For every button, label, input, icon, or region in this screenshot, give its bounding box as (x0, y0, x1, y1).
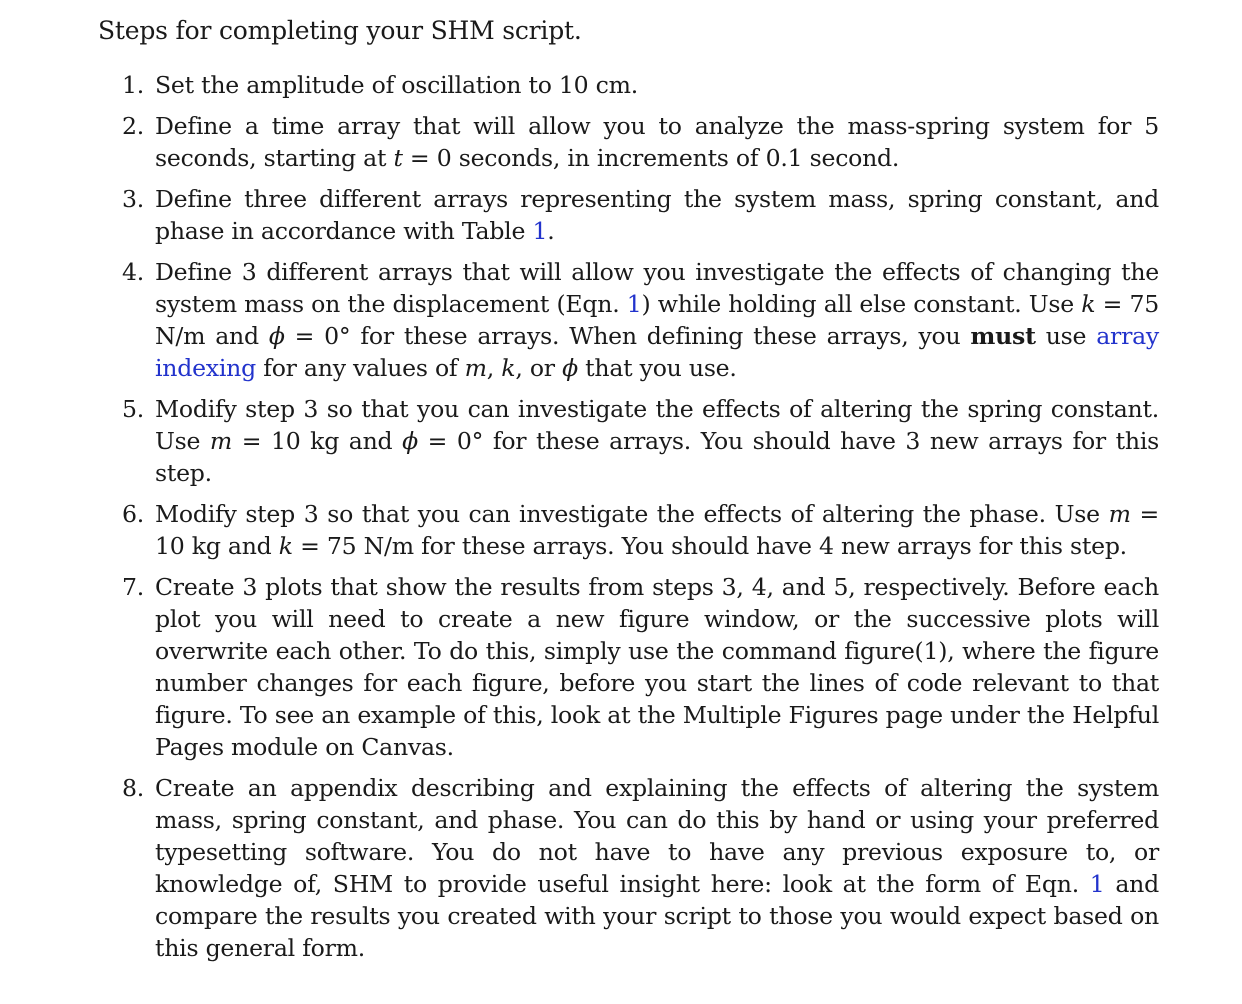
step-number: 5. (122, 395, 145, 423)
math-var-m: m (464, 354, 487, 382)
step-number: 6. (122, 500, 145, 528)
step-number: 4. (122, 258, 145, 286)
step-8 (122, 772, 1159, 964)
step-text: Define a time array that will allow you to analyze the mass-spring system for 5 seconds, starting at (155, 112, 1159, 172)
step-text: = 75 N/m and (155, 290, 1159, 350)
step-number: 7. (122, 573, 145, 601)
array-indexing-link[interactable]: array indexing (155, 322, 1159, 382)
step-text: , or (515, 354, 563, 382)
step-1 (122, 69, 1159, 101)
math-var-phi: ϕ (562, 354, 578, 382)
step-7 (122, 571, 1159, 763)
table-reference-link[interactable]: 1 (532, 217, 548, 245)
page-heading: Steps for completing your SHM script. (98, 16, 582, 45)
math-var-m: m (209, 427, 233, 455)
math-var-k: k (501, 354, 516, 382)
equation-reference-link[interactable]: 1 (1089, 870, 1105, 898)
math-var-k: k (278, 532, 293, 560)
math-var-t: t (393, 144, 403, 172)
step-text: Create 3 plots that show the results from steps 3, 4, and 5, respectively. Before each plot you will need to create a new figure window, or the successive plots will overwrite each other. To do this, simply use the command figure(1), where the figure number changes for each figure, before you start the lines of code relevant to that figure. To see an example of this, look at the Multiple Figures page under the Helpful Pages module on Canvas. (155, 573, 1159, 761)
step-6 (122, 498, 1159, 562)
step-text: = 0° for these arrays. You should have 3 new arrays for this step. (155, 427, 1159, 487)
step-text: = 0 seconds, in increments of 0.1 second. (402, 144, 900, 172)
step-text: Define 3 different arrays that will allow you investigate the effects of changing the system mass on the displacement (Eqn. (155, 258, 1159, 318)
step-text: use (1035, 322, 1097, 350)
step-text: Set the amplitude of oscillation to 10 cm. (155, 71, 639, 99)
step-text: Modify step 3 so that you can investigate the effects of altering the spring constant. Use (155, 395, 1159, 455)
step-number: 3. (122, 185, 145, 213)
math-var-k: k (1081, 290, 1096, 318)
step-text: = 0° for these arrays. When defining these arrays, you (284, 322, 971, 350)
step-text: = 10 kg and (232, 427, 403, 455)
step-3 (122, 183, 1159, 247)
step-text: , (486, 354, 502, 382)
step-text: ) while holding all else constant. Use (641, 290, 1082, 318)
step-text: and compare the results you created with your script to those you would expect based on this general form. (155, 870, 1159, 962)
step-text: that you use. (577, 354, 737, 382)
equation-reference-link[interactable]: 1 (626, 290, 642, 318)
step-number: 8. (122, 774, 145, 802)
step-text: Modify step 3 so that you can investigate the effects of altering the phase. Use (155, 500, 1109, 528)
step-text: Define three different arrays representing the system mass, spring constant, and phase in accordance with Table (155, 185, 1159, 245)
math-var-phi: ϕ (268, 322, 285, 350)
steps-list (122, 69, 1159, 973)
step-text: Create an appendix describing and explaining the effects of altering the system mass, spring constant, and phase. You can do this by hand or using your preferred typesetting software. You do not have to have any previous exposure to, or knowledge of, SHM to provide useful insight here: look at the form of Eqn. (155, 774, 1159, 898)
step-text: . (547, 217, 555, 245)
step-text: = 10 kg and (155, 500, 1159, 560)
step-number: 2. (122, 112, 145, 140)
step-text: for any values of (255, 354, 465, 382)
step-2 (122, 110, 1159, 174)
math-var-phi: ϕ (402, 427, 418, 455)
emphasis-text: must (970, 322, 1036, 350)
step-4 (122, 256, 1159, 384)
math-var-m: m (1108, 500, 1131, 528)
step-number: 1. (122, 71, 145, 99)
step-text: = 75 N/m for these arrays. You should have 4 new arrays for this step. (292, 532, 1127, 560)
step-5 (122, 393, 1159, 489)
